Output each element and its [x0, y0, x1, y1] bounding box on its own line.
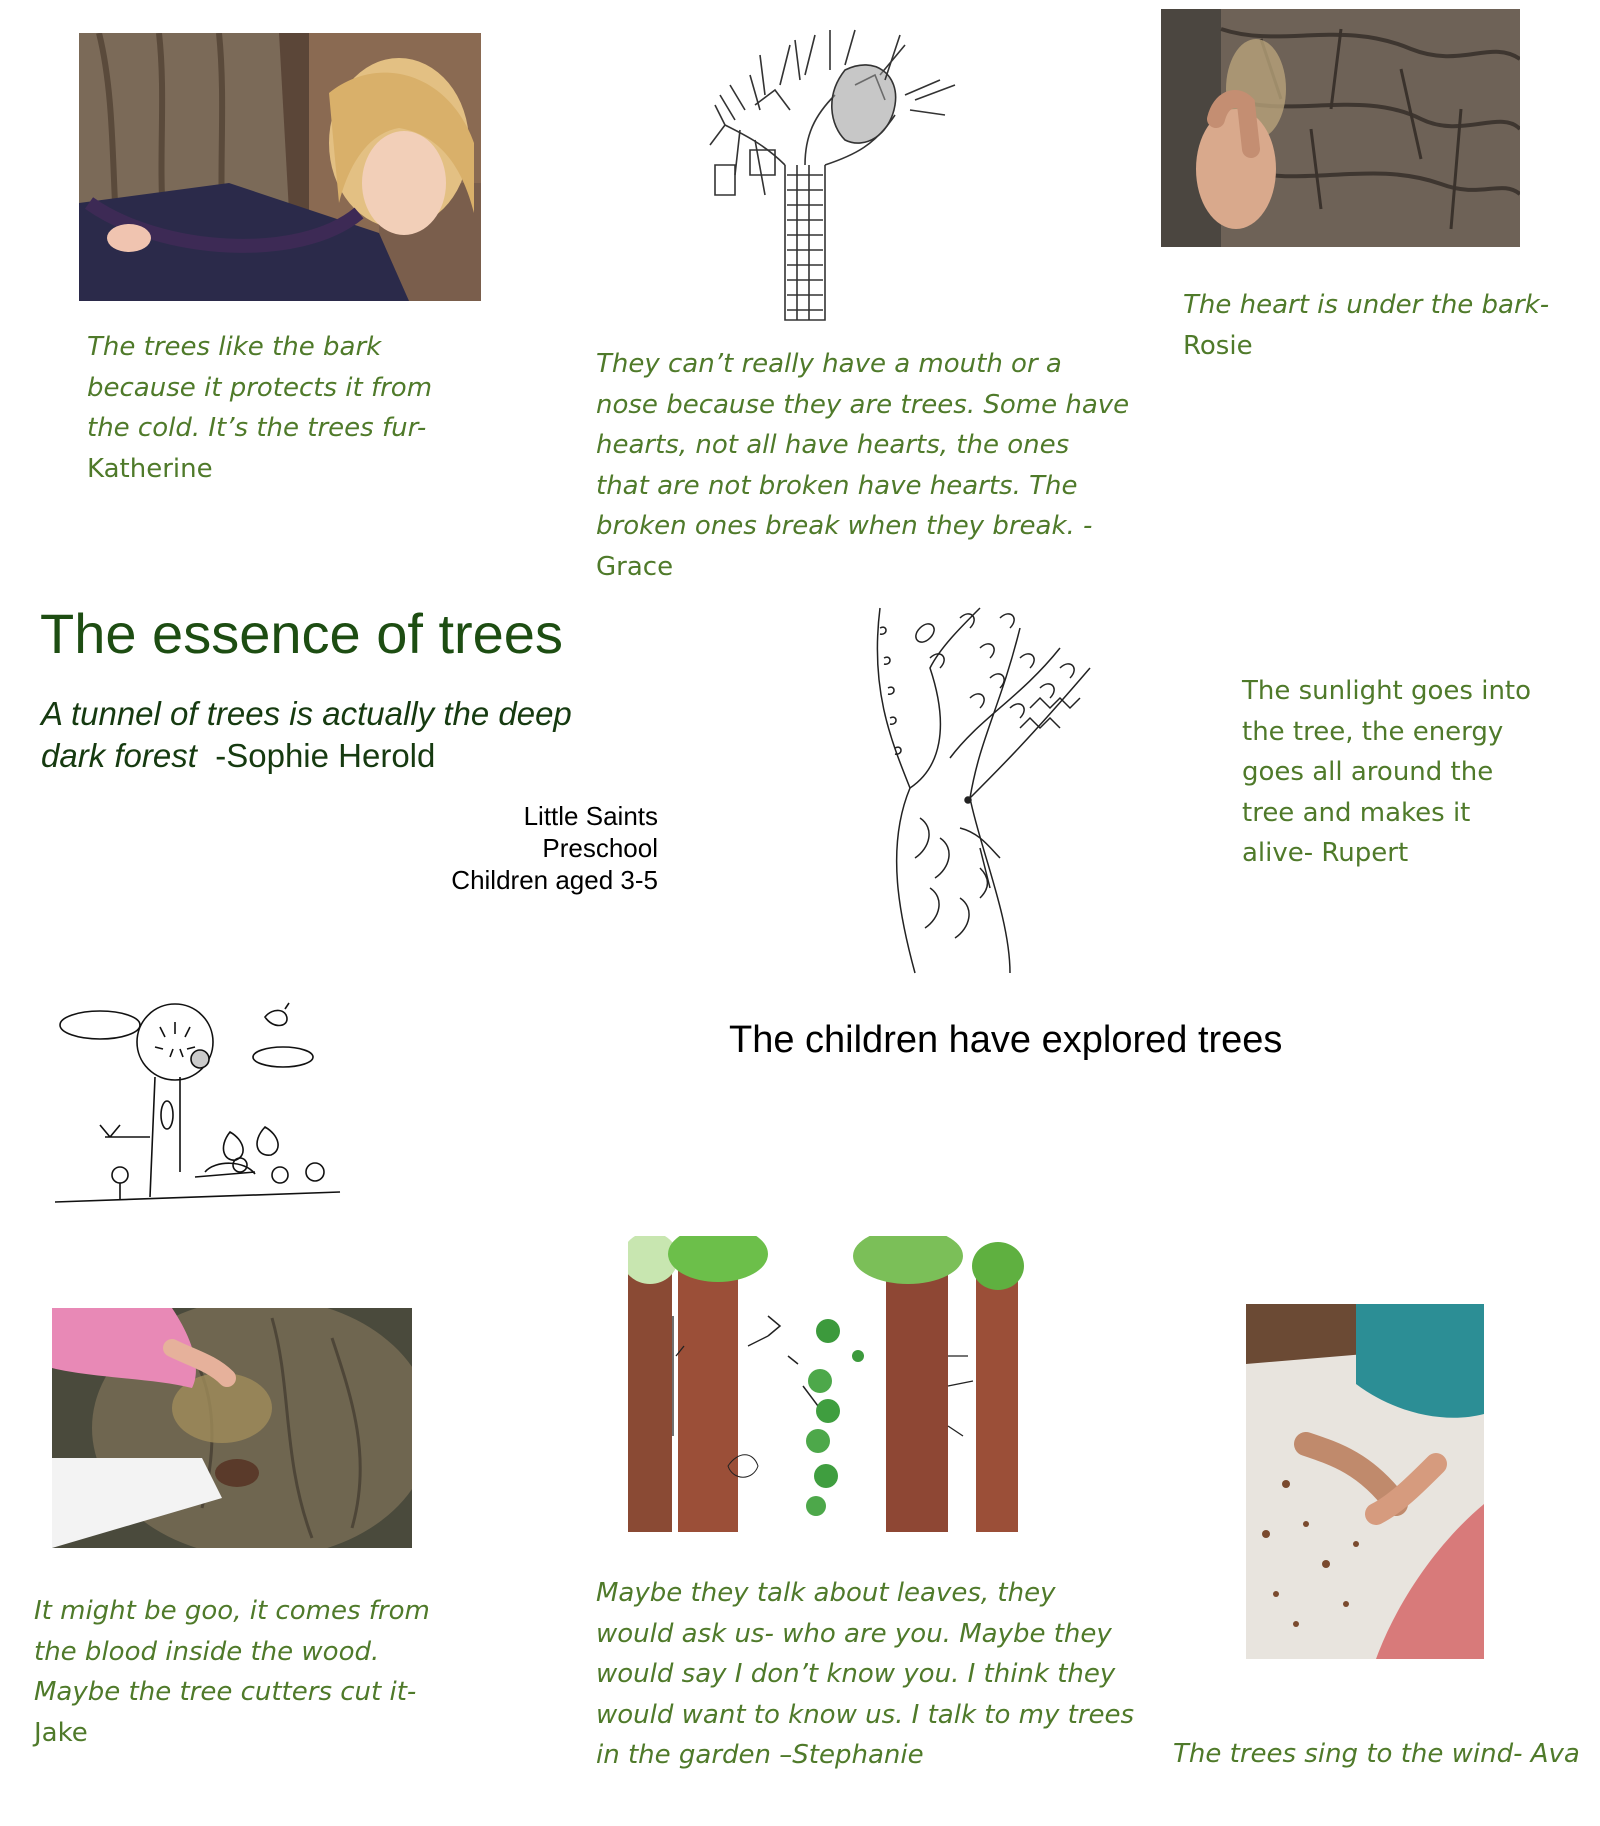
featured-quote-line: dark forest	[41, 737, 197, 774]
photo-children-clay	[1246, 1304, 1484, 1659]
school-info	[380, 800, 658, 896]
drawing-tree-with-heart	[705, 25, 965, 325]
quote-line: Maybe the tree cutters cut it-	[34, 1677, 417, 1707]
quote-grace	[596, 344, 1136, 587]
quote-rupert	[1242, 671, 1582, 874]
photo-child-hugging-tree	[79, 33, 481, 301]
quote-line: in the garden –Stephanie	[596, 1740, 924, 1770]
quote-line: would ask us- who are you. Maybe they	[596, 1618, 1112, 1649]
quote-line: They can’t really have a mouth or a	[596, 349, 1062, 379]
quote-line: because it protects it from	[87, 372, 433, 403]
featured-quote-line: A tunnel of trees is actually the deep	[41, 695, 572, 732]
school-type: Preschool	[542, 833, 658, 863]
school-name: Little Saints	[523, 801, 658, 831]
photo-hands-on-stump	[52, 1308, 412, 1548]
quote-line: that are not broken have hearts. The	[596, 470, 1078, 501]
drawing-swirly-tree	[860, 588, 1100, 978]
quote-rosie	[1183, 285, 1583, 366]
quote-line: goes all around the	[1242, 757, 1494, 787]
quote-ava: The trees sing to the wind- Ava	[1173, 1739, 1580, 1769]
quote-author: Grace	[596, 551, 674, 582]
quote-line: the cold. It’s the trees fur-	[87, 413, 427, 443]
explored-heading: The children have explored trees	[729, 1019, 1283, 1061]
quote-line: the tree, the energy	[1242, 716, 1504, 747]
quote-line: The sunlight goes into	[1242, 676, 1532, 706]
quote-author: Jake	[34, 1717, 88, 1748]
quote-katherine	[87, 327, 487, 489]
quote-author: Rosie	[1183, 330, 1253, 361]
painting-tree-trunks	[628, 1236, 1030, 1532]
quote-stephanie	[596, 1573, 1176, 1776]
quote-line: would say I don’t know you. I think they	[596, 1659, 1116, 1689]
quote-author: Katherine	[87, 453, 213, 484]
featured-quote	[41, 693, 681, 777]
school-ages: Children aged 3-5	[451, 865, 658, 895]
quote-line: It might be goo, it comes from	[34, 1596, 430, 1626]
page-title: The essence of trees	[40, 602, 563, 665]
quote-line: would want to know us. I talk to my trees	[596, 1699, 1135, 1730]
quote-line: hearts, not all have hearts, the ones	[596, 430, 1070, 460]
quote-line: alive- Rupert	[1242, 838, 1409, 868]
photo-hand-on-bark	[1161, 9, 1520, 247]
quote-line: nose because they are trees. Some have	[596, 389, 1130, 420]
quote-line: The trees like the bark	[87, 332, 382, 362]
drawing-tree-with-flowers	[55, 997, 345, 1207]
featured-quote-author: -Sophie Herold	[196, 737, 436, 774]
quote-jake	[34, 1591, 454, 1753]
quote-line: The heart is under the bark-	[1183, 290, 1550, 320]
quote-line: tree and makes it	[1242, 797, 1471, 828]
quote-line: Maybe they talk about leaves, they	[596, 1578, 1056, 1608]
quote-line: broken ones break when they break. -	[596, 511, 1093, 541]
quote-line: the blood inside the wood.	[34, 1636, 380, 1667]
